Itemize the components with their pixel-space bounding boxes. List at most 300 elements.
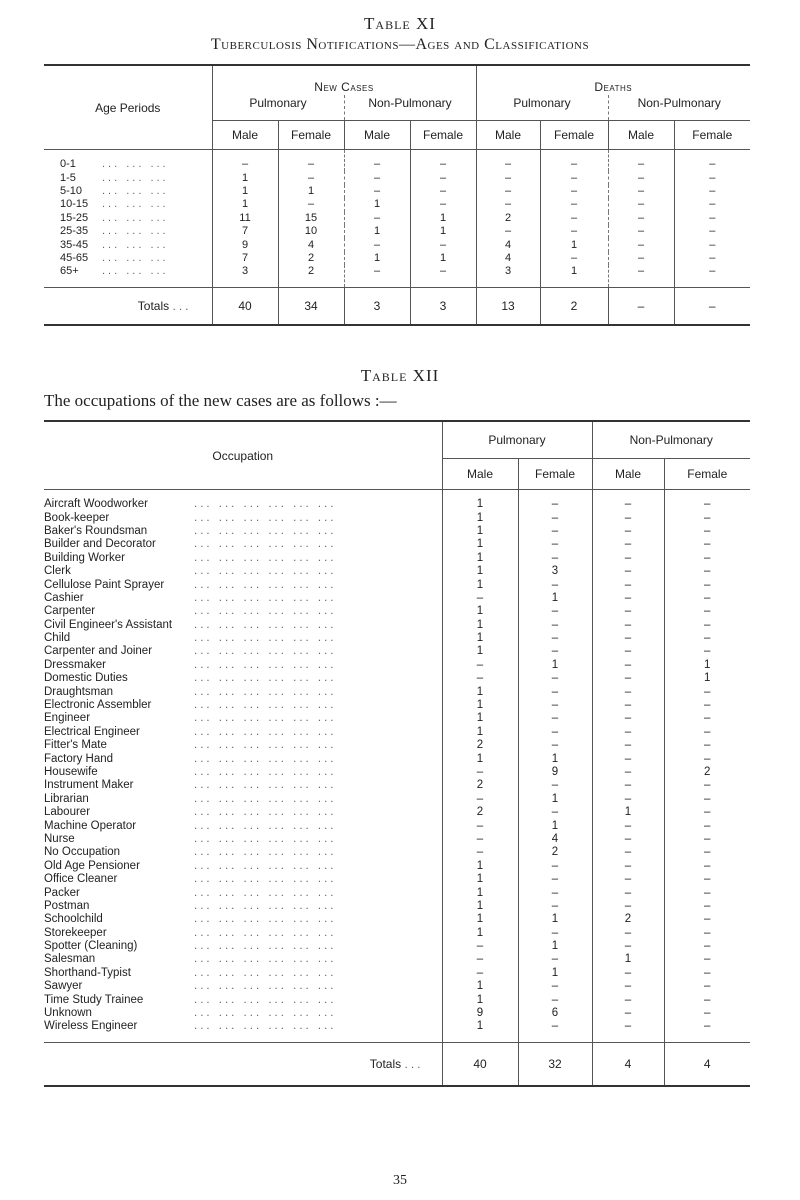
value-cell: 2 [278,252,344,265]
occupation-cell [44,632,442,645]
value-cell: – [664,645,750,658]
value-cell: 1 [592,953,664,966]
table-xii-title: Table XII [360,366,440,385]
value-cell: 1 [212,198,278,211]
occupation-row [44,672,750,685]
female-header: Female [410,121,476,150]
leader-dots: ... ... ... [102,225,169,238]
value-cell: 4 [278,238,344,251]
value-cell: – [592,672,664,685]
value-cell: – [592,578,664,591]
value-cell: – [518,980,592,993]
value-cell: – [410,198,476,211]
value-cell: – [518,538,592,551]
value-cell: – [592,779,664,792]
occupation-cell [44,793,442,806]
value-cell: – [664,565,750,578]
occupation-row [44,1007,750,1020]
leader-dots: ... ... ... ... ... ... [194,806,337,819]
value-cell: – [278,171,344,184]
occupation-row [44,712,750,725]
total-cell: 40 [212,287,278,325]
leader-dots: ... ... ... ... ... ... [194,752,337,765]
occupation-row [44,659,750,672]
value-cell: – [664,490,750,512]
value-cell: 1 [518,967,592,980]
value-cell: 10 [278,225,344,238]
age-period-cell [44,225,212,238]
value-cell: 1 [518,659,592,672]
value-cell: 1 [410,252,476,265]
value-cell: – [518,685,592,698]
occupation-row [44,565,750,578]
male-header: Male [212,121,278,150]
female-header: Female [518,459,592,490]
value-cell: – [608,225,674,238]
value-cell: – [664,900,750,913]
value-cell: 1 [518,940,592,953]
occupation-row [44,819,750,832]
value-cell: – [664,940,750,953]
leader-dots: ... ... ... ... ... ... [194,846,337,859]
age-period-cell [44,265,212,287]
leader-dots: ... ... ... [102,184,169,197]
total-cell: 2 [540,287,608,325]
value-cell: – [410,238,476,251]
value-cell: – [664,886,750,899]
occupation-label: Storekeeper [44,926,107,939]
value-cell: 1 [442,913,518,926]
value-cell: 1 [212,185,278,198]
value-cell: – [592,525,664,538]
value-cell: 1 [540,238,608,251]
value-cell: – [592,793,664,806]
value-cell: – [608,252,674,265]
value-cell: – [212,150,278,172]
value-cell: – [592,940,664,953]
female-header: Female [674,121,750,150]
occupation-row [44,846,750,859]
occupation-label: Spotter (Cleaning) [44,940,138,953]
leader-dots: ... ... ... [102,211,169,224]
leader-dots: ... ... ... ... ... ... [194,779,337,792]
leader-dots: ... ... ... ... ... ... [194,899,337,912]
occupation-label: Baker's Roundsman [44,524,148,537]
occupation-row [44,632,750,645]
age-period-cell [44,198,212,211]
table-xii-totals-row [44,1042,750,1086]
value-cell: – [540,150,608,172]
new-non-pulmonary-header: Non-Pulmonary [344,95,476,121]
value-cell: – [674,225,750,238]
occupation-cell [44,953,442,966]
occupation-row [44,913,750,926]
occupation-cell [44,619,442,632]
value-cell: – [592,605,664,618]
value-cell: – [476,198,540,211]
value-cell: – [518,886,592,899]
value-cell: – [674,150,750,172]
value-cell: – [442,833,518,846]
value-cell: 1 [212,171,278,184]
occupation-label: Postman [44,899,90,912]
value-cell: 7 [212,252,278,265]
deaths-pulmonary-header: Pulmonary [476,95,608,121]
value-cell: 1 [410,212,476,225]
occupation-label: No Occupation [44,846,121,859]
occupation-cell [44,565,442,578]
leader-dots: ... ... ... ... ... ... [194,926,337,939]
value-cell: – [540,252,608,265]
male-header: Male [344,121,410,150]
value-cell: – [592,699,664,712]
value-cell: – [592,900,664,913]
occupation-label: Shorthand-Typist [44,966,131,979]
value-cell: – [592,685,664,698]
value-cell: – [518,953,592,966]
value-cell: – [592,846,664,859]
occupation-label: Cellulose Paint Sprayer [44,578,165,591]
value-cell: – [664,860,750,873]
value-cell: 1 [442,552,518,565]
occupation-row [44,578,750,591]
age-periods-header: Age Periods [44,65,212,150]
value-cell: 1 [442,632,518,645]
leader-dots: ... ... ... ... ... ... [194,672,337,685]
table-xi-totals-row [44,287,750,325]
value-cell: – [518,873,592,886]
page-number: 35 [393,1173,407,1188]
value-cell: – [344,265,410,287]
occupation-cell [44,605,442,618]
value-cell: 1 [442,619,518,632]
value-cell: – [664,806,750,819]
occupation-row [44,552,750,565]
occupation-label: Machine Operator [44,819,137,832]
leader-dots: ... ... ... ... ... ... [194,739,337,752]
occupation-row [44,940,750,953]
value-cell: – [664,739,750,752]
occupation-row [44,793,750,806]
value-cell: 1 [442,927,518,940]
value-cell: – [344,171,410,184]
value-cell: 2 [518,846,592,859]
value-cell: 1 [442,1020,518,1042]
leader-dots: ... [404,1056,424,1071]
value-cell: 1 [442,645,518,658]
age-row [44,150,750,172]
occupation-label: Domestic Duties [44,672,128,685]
occupation-label: Factory Hand [44,752,114,765]
totals-label: Totals [137,298,170,313]
leader-dots: ... ... ... ... ... ... [194,1020,337,1033]
occupation-cell [44,860,442,873]
leader-dots: ... ... ... ... ... ... [194,645,337,658]
total-cell: 4 [592,1042,664,1086]
occupation-cell [44,873,442,886]
value-cell: – [518,605,592,618]
value-cell: – [592,739,664,752]
leader-dots: ... ... ... [102,265,169,278]
value-cell: – [674,238,750,251]
value-cell: – [442,659,518,672]
occupation-row [44,592,750,605]
occupation-row [44,927,750,940]
age-period-label: 25-35 [60,225,89,238]
occupation-label: Carpenter [44,605,96,618]
leader-dots: ... ... ... ... ... ... [194,712,337,725]
value-cell: – [518,779,592,792]
value-cell: – [664,552,750,565]
value-cell: 2 [278,265,344,287]
leader-dots: ... ... ... ... ... ... [194,632,337,645]
table-xi [44,64,750,326]
leader-dots: ... ... ... ... ... ... [194,699,337,712]
value-cell: – [592,1007,664,1020]
value-cell: – [518,578,592,591]
value-cell: 1 [442,860,518,873]
value-cell: 4 [476,252,540,265]
value-cell: – [664,846,750,859]
value-cell: 1 [344,198,410,211]
occupation-row [44,726,750,739]
occupation-cell [44,592,442,605]
occupation-label: Engineer [44,712,91,725]
leader-dots: ... ... ... ... ... ... [194,859,337,872]
value-cell: 7 [212,225,278,238]
value-cell: 1 [442,565,518,578]
total-cell: 34 [278,287,344,325]
age-period-cell [44,171,212,184]
occupation-label: Aircraft Woodworker [44,498,148,511]
total-cell: 4 [664,1042,750,1086]
age-period-label: 45-65 [60,251,89,264]
value-cell: – [518,860,592,873]
value-cell: – [592,1020,664,1042]
value-cell: – [664,511,750,524]
value-cell: 1 [442,511,518,524]
deaths-header: Deaths [476,65,750,95]
value-cell: – [518,726,592,739]
occupation-label: Nurse [44,832,75,845]
value-cell: 1 [442,699,518,712]
value-cell: 1 [442,900,518,913]
value-cell: – [608,150,674,172]
value-cell: 9 [212,238,278,251]
leader-dots: ... ... ... [102,251,169,264]
value-cell: 1 [664,659,750,672]
age-row [44,198,750,211]
table-xii-body [44,490,750,1043]
occupation-label: Housewife [44,766,98,778]
leader-dots: ... ... ... ... ... ... [194,605,337,618]
occupation-cell [44,967,442,980]
leader-dots: ... ... ... ... ... ... [194,565,337,578]
value-cell: – [518,699,592,712]
occupation-label: Packer [44,886,80,899]
value-cell: – [476,185,540,198]
male-header: Male [592,459,664,490]
value-cell: – [344,150,410,172]
value-cell: – [518,525,592,538]
total-cell: 40 [442,1042,518,1086]
female-header: Female [664,459,750,490]
value-cell: – [518,739,592,752]
value-cell: – [518,712,592,725]
age-row [44,265,750,287]
leader-dots: ... [172,298,192,313]
occupation-cell [44,712,442,725]
occupation-cell [44,980,442,993]
value-cell: – [518,900,592,913]
value-cell: – [664,726,750,739]
age-row [44,212,750,225]
value-cell: – [664,752,750,765]
age-row [44,238,750,251]
occupation-label: Clerk [44,565,71,578]
value-cell: – [664,592,750,605]
value-cell: – [608,185,674,198]
value-cell: 1 [442,752,518,765]
occupation-label: Cashier [44,591,84,604]
value-cell: 1 [442,525,518,538]
leader-dots: ... ... ... ... ... ... [194,658,337,671]
occupation-label: Electronic Assembler [44,699,152,712]
leader-dots: ... ... ... [102,198,169,211]
value-cell: – [592,833,664,846]
value-cell: – [592,538,664,551]
leader-dots: ... ... ... [102,171,169,184]
occupation-cell [44,645,442,658]
age-period-label: 15-25 [60,211,89,224]
leader-dots: ... ... ... ... ... ... [194,618,337,631]
value-cell: 1 [278,185,344,198]
value-cell: 1 [442,980,518,993]
occupation-label: Time Study Trainee [44,993,144,1006]
occupation-cell [44,525,442,538]
leader-dots: ... ... ... ... ... ... [194,538,337,551]
value-cell: 1 [442,538,518,551]
new-cases-header: New Cases [212,65,476,95]
occupation-label: Sawyer [44,980,83,993]
occupation-label: Draughtsman [44,685,114,698]
leader-dots: ... ... ... ... ... ... [194,725,337,738]
value-cell: – [518,806,592,819]
age-period-cell [44,238,212,251]
value-cell: – [518,927,592,940]
value-cell: – [608,212,674,225]
occupation-row [44,699,750,712]
value-cell: 1 [344,252,410,265]
value-cell: – [664,953,750,966]
male-header: Male [442,459,518,490]
occupation-label: Old Age Pensioner [44,859,140,872]
occupation-label: Wireless Engineer [44,1020,138,1033]
occupation-label: Dressmaker [44,658,106,671]
leader-dots: ... ... ... ... ... ... [194,832,337,845]
value-cell: – [674,171,750,184]
value-cell: – [592,490,664,512]
value-cell: 1 [442,685,518,698]
value-cell: – [664,913,750,926]
female-header: Female [540,121,608,150]
value-cell: 9 [442,1007,518,1020]
value-cell: 6 [518,1007,592,1020]
occupation-row [44,490,750,512]
leader-dots: ... ... ... ... ... ... [194,940,337,953]
value-cell: – [664,967,750,980]
value-cell: – [592,565,664,578]
occupation-label: Office Cleaner [44,873,118,886]
value-cell: – [518,490,592,512]
occupation-cell [44,511,442,524]
value-cell: – [410,171,476,184]
value-cell: – [476,150,540,172]
age-period-label: 0-1 [60,158,76,171]
value-cell: – [592,766,664,779]
value-cell: – [518,511,592,524]
value-cell: – [540,198,608,211]
occupation-label: Schoolchild [44,913,103,926]
value-cell: – [664,1020,750,1042]
occupation-header: Occupation [44,421,442,490]
value-cell: 15 [278,212,344,225]
occupation-row [44,538,750,551]
total-cell: 3 [410,287,476,325]
value-cell: – [664,833,750,846]
leader-dots: ... ... ... ... ... ... [194,873,337,886]
non-pulmonary-header: Non-Pulmonary [592,421,750,459]
occupation-row [44,806,750,819]
value-cell: – [592,980,664,993]
value-cell: – [592,993,664,1006]
value-cell: – [674,198,750,211]
value-cell: – [476,171,540,184]
leader-dots: ... ... ... ... ... ... [194,498,337,511]
value-cell: 1 [442,886,518,899]
value-cell: – [664,819,750,832]
leader-dots: ... ... ... ... ... ... [194,966,337,979]
value-cell: – [608,265,674,287]
occupation-label: Salesman [44,953,96,966]
occupation-row [44,605,750,618]
value-cell: 1 [518,913,592,926]
leader-dots: ... ... ... ... ... ... [194,980,337,993]
value-cell: – [442,846,518,859]
occupation-cell [44,913,442,926]
value-cell: – [442,592,518,605]
total-cell: 13 [476,287,540,325]
value-cell: – [674,265,750,287]
value-cell: – [518,645,592,658]
value-cell: – [442,940,518,953]
occupation-row [44,900,750,913]
value-cell: 2 [442,779,518,792]
occupation-row [44,645,750,658]
age-period-cell [44,185,212,198]
age-row [44,185,750,198]
occupation-label: Librarian [44,792,89,805]
value-cell: – [278,198,344,211]
value-cell: – [664,980,750,993]
table-xii [44,420,750,1087]
occupation-row [44,619,750,632]
value-cell: – [344,185,410,198]
value-cell: – [664,619,750,632]
occupation-row [44,779,750,792]
occupation-cell [44,699,442,712]
occupation-label: Instrument Maker [44,779,134,792]
